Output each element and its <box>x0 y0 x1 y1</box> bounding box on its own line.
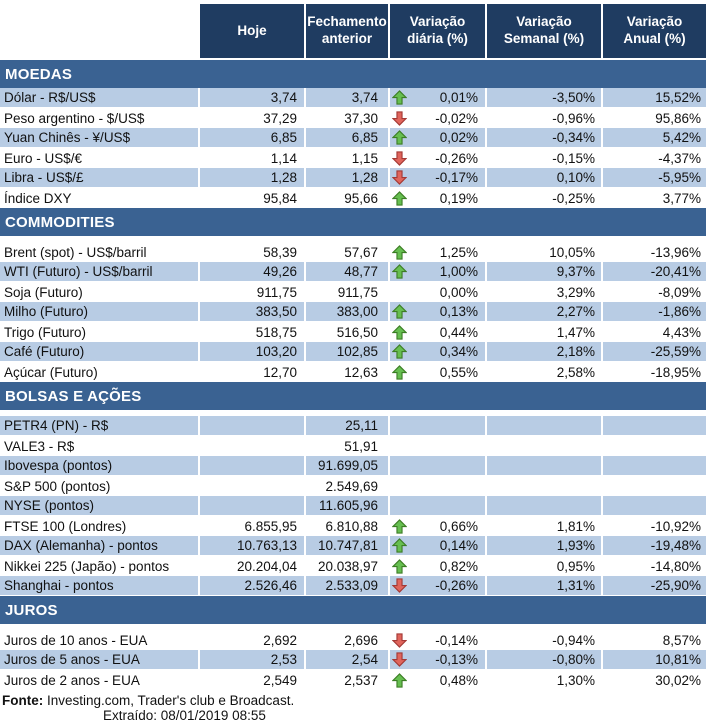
cell-variacao-semanal <box>487 436 603 456</box>
cell-hoje <box>200 456 306 476</box>
cell-fechamento-anterior: 37,30 <box>306 108 390 128</box>
cell-hoje: 103,20 <box>200 342 306 362</box>
cell-fechamento-anterior: 6.810,88 <box>306 516 390 536</box>
variacao-diaria-value: 0,00% <box>439 284 478 300</box>
variacao-diaria-value: -0,02% <box>435 110 478 126</box>
cell-hoje: 2,53 <box>200 650 306 670</box>
cell-variacao-anual: -5,95% <box>603 168 706 188</box>
cell-fechamento-anterior: 1,15 <box>306 148 390 168</box>
up-arrow-icon <box>391 324 407 340</box>
up-arrow-icon <box>391 244 407 260</box>
cell-fechamento-anterior: 911,75 <box>306 282 390 302</box>
row-label: Açúcar (Futuro) <box>0 362 200 382</box>
table-row <box>0 670 706 690</box>
row-label: NYSE (pontos) <box>0 496 200 516</box>
cell-fechamento-anterior: 25,11 <box>306 416 390 436</box>
cell-hoje <box>200 436 306 456</box>
table-row <box>0 88 706 108</box>
table-row <box>0 302 706 322</box>
cell-variacao-anual: -4,37% <box>658 150 701 166</box>
table-row <box>0 188 706 208</box>
variacao-diaria-value: 0,34% <box>439 344 478 359</box>
down-arrow-icon <box>391 150 407 166</box>
cell-variacao-semanal <box>487 496 603 516</box>
cell-variacao-diaria <box>390 88 487 108</box>
cell-hoje: 49,26 <box>200 262 306 282</box>
cell-variacao-semanal <box>487 416 603 436</box>
row-label: Milho (Futuro) <box>0 302 200 322</box>
up-arrow-icon <box>391 538 407 554</box>
up-arrow-icon <box>391 558 407 574</box>
cell-hoje: 12,70 <box>200 362 306 382</box>
table-header-row <box>0 4 706 58</box>
table-row <box>0 262 706 282</box>
row-label: Shanghai - pontos <box>0 576 200 596</box>
row-label: Ibovespa (pontos) <box>0 456 200 476</box>
cell-variacao-anual: 4,43% <box>662 324 701 340</box>
cell-hoje: 37,29 <box>200 108 306 128</box>
cell-variacao-semanal: -0,94% <box>487 630 603 650</box>
cell-hoje: 1,14 <box>200 148 306 168</box>
cell-variacao-semanal: 2,18% <box>487 342 603 362</box>
cell-variacao-diaria <box>390 516 487 536</box>
table-row <box>0 556 706 576</box>
no-arrow-placeholder <box>391 498 407 514</box>
cell-hoje: 3,74 <box>200 88 306 108</box>
row-label: Café (Futuro) <box>0 342 200 362</box>
cell-variacao-diaria <box>390 416 487 436</box>
variacao-diaria-value: 1,00% <box>439 264 478 279</box>
no-arrow-placeholder <box>391 458 407 474</box>
cell-variacao-diaria <box>390 168 487 188</box>
cell-variacao-anual: -25,90% <box>603 576 706 596</box>
cell-variacao-diaria <box>390 436 487 456</box>
column-header-fechamento-anterior: Fechamento anterior <box>306 4 390 58</box>
cell-hoje: 383,50 <box>200 302 306 322</box>
row-label: Brent (spot) - US$/barril <box>0 242 200 262</box>
cell-hoje: 911,75 <box>200 282 306 302</box>
cell-variacao-diaria <box>390 670 487 690</box>
row-label: Soja (Futuro) <box>0 282 200 302</box>
table-row <box>0 576 706 596</box>
section-3 <box>0 596 706 690</box>
up-arrow-icon <box>391 344 407 360</box>
cell-variacao-semanal: -0,25% <box>487 188 603 208</box>
variacao-diaria-value: -0,26% <box>435 578 478 593</box>
down-arrow-icon <box>391 170 407 186</box>
variacao-diaria-value: 0,48% <box>439 672 478 688</box>
no-arrow-placeholder <box>391 478 407 494</box>
column-header-variacao-anual: Variação Anual (%) <box>603 4 706 58</box>
cell-variacao-anual: -18,95% <box>650 364 701 380</box>
cell-hoje: 20.204,04 <box>200 556 306 576</box>
cell-variacao-semanal: 1,47% <box>487 322 603 342</box>
cell-fechamento-anterior: 2,54 <box>306 650 390 670</box>
table-row <box>0 536 706 556</box>
cell-variacao-anual: 30,02% <box>655 672 701 688</box>
cell-variacao-semanal: 0,95% <box>487 556 603 576</box>
cell-variacao-diaria <box>390 262 487 282</box>
column-header-hoje: Hoje <box>200 4 306 58</box>
table-row <box>0 456 706 476</box>
cell-variacao-diaria <box>390 456 487 476</box>
no-arrow-placeholder <box>391 438 407 454</box>
cell-fechamento-anterior: 2,537 <box>306 670 390 690</box>
cell-variacao-semanal <box>487 456 603 476</box>
row-label: VALE3 - R$ <box>0 436 200 456</box>
variacao-diaria-value: -0,14% <box>435 632 478 648</box>
up-arrow-icon <box>391 90 407 106</box>
table-row <box>0 496 706 516</box>
table-row <box>0 416 706 436</box>
cell-variacao-diaria <box>390 536 487 556</box>
up-arrow-icon <box>391 264 407 280</box>
cell-fechamento-anterior: 6,85 <box>306 128 390 148</box>
cell-variacao-semanal: 2,27% <box>487 302 603 322</box>
variacao-diaria-value: -0,17% <box>435 170 478 185</box>
cell-variacao-diaria <box>390 148 487 168</box>
cell-variacao-anual <box>603 436 706 456</box>
cell-variacao-semanal: 0,10% <box>487 168 603 188</box>
row-label: Dólar - R$/US$ <box>0 88 200 108</box>
cell-hoje: 6,85 <box>200 128 306 148</box>
cell-variacao-anual: -25,59% <box>603 342 706 362</box>
table-row <box>0 476 706 496</box>
cell-hoje <box>200 496 306 516</box>
cell-variacao-anual: 3,77% <box>662 190 701 206</box>
table-row <box>0 342 706 362</box>
variacao-diaria-value: 0,14% <box>439 538 478 553</box>
up-arrow-icon <box>391 672 407 688</box>
table-row <box>0 362 706 382</box>
section-2 <box>0 382 706 596</box>
cell-variacao-semanal: 2,58% <box>487 362 603 382</box>
cell-hoje: 2.526,46 <box>200 576 306 596</box>
variacao-diaria-value: 0,55% <box>439 364 478 380</box>
section-0 <box>0 60 706 208</box>
cell-variacao-diaria <box>390 128 487 148</box>
table-row <box>0 436 706 456</box>
table-row <box>0 242 706 262</box>
table-row <box>0 630 706 650</box>
table-row <box>0 108 706 128</box>
footer-source-text: Investing.com, Trader's club e Broadcast. <box>43 693 295 708</box>
cell-variacao-semanal: 3,29% <box>487 282 603 302</box>
cell-fechamento-anterior: 20.038,97 <box>306 556 390 576</box>
cell-variacao-anual <box>603 496 706 516</box>
cell-hoje: 58,39 <box>200 242 306 262</box>
variacao-diaria-value: -0,13% <box>435 652 478 667</box>
cell-variacao-diaria <box>390 556 487 576</box>
up-arrow-icon <box>391 304 407 320</box>
cell-hoje: 2,692 <box>200 630 306 650</box>
section-1 <box>0 208 706 382</box>
cell-fechamento-anterior: 48,77 <box>306 262 390 282</box>
row-label: Yuan Chinês - ¥/US$ <box>0 128 200 148</box>
table-row <box>0 322 706 342</box>
table-row <box>0 168 706 188</box>
variacao-diaria-value: 1,25% <box>439 244 478 260</box>
table-row <box>0 650 706 670</box>
footer-extracted-value: 08/01/2019 08:55 <box>157 708 266 723</box>
cell-fechamento-anterior: 2.549,69 <box>306 476 390 496</box>
cell-fechamento-anterior: 51,91 <box>306 436 390 456</box>
cell-hoje: 1,28 <box>200 168 306 188</box>
cell-fechamento-anterior: 3,74 <box>306 88 390 108</box>
cell-hoje: 95,84 <box>200 188 306 208</box>
cell-fechamento-anterior: 516,50 <box>306 322 390 342</box>
cell-hoje <box>200 416 306 436</box>
cell-variacao-anual: 95,86% <box>655 110 701 126</box>
cell-variacao-semanal: -0,80% <box>487 650 603 670</box>
row-label: Juros de 10 anos - EUA <box>0 630 200 650</box>
table-body <box>0 60 706 690</box>
row-label: Peso argentino - $/US$ <box>0 108 200 128</box>
cell-variacao-diaria <box>390 650 487 670</box>
cell-variacao-diaria <box>390 322 487 342</box>
footer-source-label: Fonte: <box>2 693 44 708</box>
no-arrow-placeholder <box>391 418 407 434</box>
row-label: DAX (Alemanha) - pontos <box>0 536 200 556</box>
table-row <box>0 148 706 168</box>
section-header: JUROS <box>0 596 706 624</box>
cell-fechamento-anterior: 57,67 <box>306 242 390 262</box>
cell-variacao-semanal <box>487 476 603 496</box>
cell-variacao-semanal: -0,15% <box>487 148 603 168</box>
cell-variacao-anual: -8,09% <box>658 284 701 300</box>
up-arrow-icon <box>391 518 407 534</box>
cell-fechamento-anterior: 1,28 <box>306 168 390 188</box>
row-label: Trigo (Futuro) <box>0 322 200 342</box>
cell-variacao-diaria <box>390 362 487 382</box>
cell-fechamento-anterior: 102,85 <box>306 342 390 362</box>
up-arrow-icon <box>391 364 407 380</box>
cell-variacao-semanal: 9,37% <box>487 262 603 282</box>
cell-variacao-diaria <box>390 630 487 650</box>
section-header: BOLSAS E AÇÕES <box>0 382 706 410</box>
cell-variacao-diaria <box>390 476 487 496</box>
table-row <box>0 516 706 536</box>
cell-variacao-diaria <box>390 188 487 208</box>
row-label: Nikkei 225 (Japão) - pontos <box>0 556 200 576</box>
cell-variacao-anual: -10,92% <box>650 518 701 534</box>
cell-fechamento-anterior: 11.605,96 <box>306 496 390 516</box>
row-label: Euro - US$/€ <box>0 148 200 168</box>
cell-variacao-semanal: -0,34% <box>487 128 603 148</box>
column-header-empty <box>0 4 200 58</box>
cell-variacao-diaria <box>390 576 487 596</box>
cell-variacao-semanal: 1,31% <box>487 576 603 596</box>
cell-variacao-diaria <box>390 108 487 128</box>
cell-hoje: 518,75 <box>200 322 306 342</box>
row-label: Índice DXY <box>0 188 200 208</box>
cell-hoje: 2,549 <box>200 670 306 690</box>
cell-variacao-anual <box>603 456 706 476</box>
cell-hoje <box>200 476 306 496</box>
up-arrow-icon <box>391 130 407 146</box>
cell-variacao-semanal: -3,50% <box>487 88 603 108</box>
cell-variacao-anual <box>603 476 706 496</box>
cell-fechamento-anterior: 2,696 <box>306 630 390 650</box>
cell-variacao-anual: -14,80% <box>650 558 701 574</box>
footer-extracted-line <box>0 708 706 723</box>
cell-variacao-semanal: 1,30% <box>487 670 603 690</box>
row-label: FTSE 100 (Londres) <box>0 516 200 536</box>
footer-source-line <box>0 693 706 708</box>
variacao-diaria-value: 0,19% <box>439 190 478 206</box>
row-label: Juros de 2 anos - EUA <box>0 670 200 690</box>
cell-variacao-anual: -19,48% <box>603 536 706 556</box>
variacao-diaria-value: 0,82% <box>439 558 478 574</box>
table-row <box>0 282 706 302</box>
cell-variacao-diaria <box>390 242 487 262</box>
row-label: WTI (Futuro) - US$/barril <box>0 262 200 282</box>
variacao-diaria-value: -0,26% <box>435 150 478 166</box>
cell-variacao-semanal: 1,81% <box>487 516 603 536</box>
cell-variacao-diaria <box>390 302 487 322</box>
cell-hoje: 10.763,13 <box>200 536 306 556</box>
footer <box>0 693 706 723</box>
cell-variacao-anual: 10,81% <box>603 650 706 670</box>
row-label: PETR4 (PN) - R$ <box>0 416 200 436</box>
cell-variacao-diaria <box>390 496 487 516</box>
cell-fechamento-anterior: 91.699,05 <box>306 456 390 476</box>
cell-fechamento-anterior: 2.533,09 <box>306 576 390 596</box>
variacao-diaria-value: 0,01% <box>439 90 478 105</box>
cell-variacao-anual: 15,52% <box>603 88 706 108</box>
up-arrow-icon <box>391 190 407 206</box>
row-label: S&P 500 (pontos) <box>0 476 200 496</box>
cell-variacao-semanal: 1,93% <box>487 536 603 556</box>
row-label: Juros de 5 anos - EUA <box>0 650 200 670</box>
cell-variacao-anual <box>603 416 706 436</box>
down-arrow-icon <box>391 578 407 594</box>
table-row <box>0 128 706 148</box>
cell-variacao-semanal: 10,05% <box>487 242 603 262</box>
variacao-diaria-value: 0,02% <box>439 130 478 145</box>
cell-variacao-anual: -1,86% <box>603 302 706 322</box>
cell-variacao-anual: 8,57% <box>662 632 701 648</box>
cell-fechamento-anterior: 95,66 <box>306 188 390 208</box>
section-header: COMMODITIES <box>0 208 706 236</box>
cell-fechamento-anterior: 10.747,81 <box>306 536 390 556</box>
section-header: MOEDAS <box>0 60 706 88</box>
down-arrow-icon <box>391 110 407 126</box>
variacao-diaria-value: 0,66% <box>439 518 478 534</box>
column-header-variacao-diaria: Variação diária (%) <box>390 4 487 58</box>
row-label: Libra - US$/£ <box>0 168 200 188</box>
cell-variacao-anual: 5,42% <box>603 128 706 148</box>
cell-hoje: 6.855,95 <box>200 516 306 536</box>
cell-variacao-diaria <box>390 282 487 302</box>
footer-extracted-label: Extraído: <box>103 708 158 723</box>
variacao-diaria-value: 0,44% <box>439 324 478 340</box>
cell-variacao-anual: -20,41% <box>603 262 706 282</box>
cell-variacao-diaria <box>390 342 487 362</box>
variacao-diaria-value: 0,13% <box>439 304 478 319</box>
cell-fechamento-anterior: 383,00 <box>306 302 390 322</box>
cell-variacao-anual: -13,96% <box>650 244 701 260</box>
column-header-variacao-semanal: Variação Semanal (%) <box>487 4 603 58</box>
cell-fechamento-anterior: 12,63 <box>306 362 390 382</box>
down-arrow-icon <box>391 652 407 668</box>
no-arrow-placeholder <box>391 284 407 300</box>
cell-variacao-semanal: -0,96% <box>487 108 603 128</box>
down-arrow-icon <box>391 632 407 648</box>
